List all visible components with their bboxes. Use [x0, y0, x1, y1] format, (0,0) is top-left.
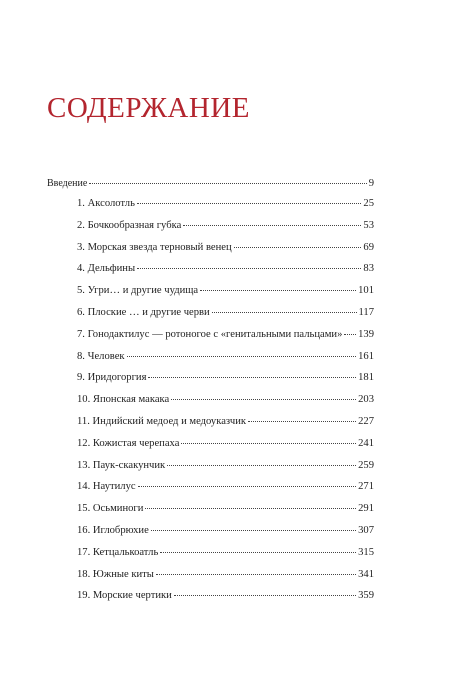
toc-entry-page: 359 [358, 590, 374, 602]
toc-entry-page: 161 [358, 350, 374, 362]
toc-entry-title: 11. Индийский медоед и медоуказчик [77, 415, 247, 427]
dot-leader [234, 246, 362, 248]
toc-entry [47, 502, 374, 524]
toc-entry-title: 5. Угри… и другие чудища [77, 285, 199, 297]
toc-entry-title: 6. Плоские … и другие черви [77, 306, 210, 318]
toc-entry-title: Введение [47, 178, 88, 189]
toc-entry-page: 307 [358, 524, 374, 536]
toc-entry [47, 241, 374, 263]
toc-entry-page: 9 [368, 178, 374, 189]
toc-entry-page: 291 [358, 503, 374, 515]
toc-entry-title: 12. Кожистая черепаха [77, 437, 180, 449]
toc-entry-title: 18. Южные киты [77, 568, 154, 580]
dot-leader [127, 355, 357, 357]
dot-leader [148, 376, 356, 378]
toc-entry [47, 328, 374, 350]
toc-entry-page: 315 [358, 546, 374, 558]
toc-entry-page: 101 [358, 285, 374, 297]
toc-entry-page: 25 [363, 198, 374, 209]
toc-entry-title: 1. Аксолотль [77, 198, 135, 209]
toc-entry-title: 19. Морские чертики [77, 590, 172, 602]
dot-leader [167, 464, 356, 466]
toc-entry [47, 546, 374, 568]
dot-leader [145, 507, 356, 509]
toc-entry [47, 437, 374, 459]
toc-entry-page: 341 [358, 568, 374, 580]
toc-entry-title: 7. Гонодактилус — ротоногое с «генитальными пальцами» [77, 328, 343, 340]
toc-entry-page: 53 [363, 219, 374, 231]
dot-leader [138, 485, 357, 487]
toc-entry-page: 259 [358, 459, 374, 471]
toc-entry [47, 371, 374, 393]
toc-entry [47, 568, 374, 590]
dot-leader [181, 442, 356, 444]
toc-entry [47, 415, 374, 437]
dot-leader [248, 420, 356, 422]
toc-entry [47, 219, 374, 241]
toc-entry [47, 197, 374, 219]
page-title: СОДЕРЖАНИЕ [47, 92, 250, 124]
toc-entry-title: 2. Бочкообразная губка [77, 219, 182, 231]
dot-leader [183, 224, 361, 226]
toc-entry-page: 69 [363, 241, 374, 253]
toc-entry-title: 9. Иридогоргия [77, 372, 147, 384]
toc-entry-page: 227 [358, 415, 374, 427]
toc-entry [47, 262, 374, 284]
toc-entry-title: 17. Кетцалькоатль [77, 546, 159, 558]
toc-entry-title: 8. Человек [77, 350, 125, 362]
toc-entry-page: 181 [358, 372, 374, 384]
toc-entry-page: 83 [363, 263, 374, 275]
toc-entry-title: 16. Иглобрюхие [77, 524, 149, 536]
toc-entry-title: 13. Паук-скакунчик [77, 459, 166, 471]
dot-leader [137, 267, 361, 269]
toc-entry [47, 480, 374, 502]
table-of-contents [47, 177, 374, 611]
dot-leader [160, 551, 356, 553]
toc-entry [47, 306, 374, 328]
toc-entry-title: 10. Японская макака [77, 394, 170, 406]
dot-leader [151, 529, 356, 531]
toc-entry-title: 3. Морская звезда терновый венец [77, 241, 232, 253]
toc-entry [47, 393, 374, 415]
toc-entry-title: 4. Дельфины [77, 263, 136, 275]
toc-entry-page: 203 [358, 394, 374, 406]
toc-entry [47, 350, 374, 372]
dot-leader [137, 202, 361, 204]
toc-entry-intro [47, 177, 374, 197]
dot-leader [89, 182, 366, 184]
toc-entry [47, 589, 374, 611]
dot-leader [171, 398, 356, 400]
toc-entry-page: 241 [358, 437, 374, 449]
toc-entry-title: 14. Наутилус [77, 481, 136, 493]
toc-entry-page: 271 [358, 481, 374, 493]
dot-leader [200, 289, 356, 291]
dot-leader [212, 311, 357, 313]
toc-entry-page: 117 [358, 306, 374, 318]
toc-entry-title: 15. Осьминоги [77, 503, 144, 515]
toc-entry-page: 139 [358, 328, 374, 340]
dot-leader [156, 573, 356, 575]
toc-entry [47, 284, 374, 306]
toc-entry [47, 459, 374, 481]
dot-leader [174, 594, 356, 596]
dot-leader [344, 333, 356, 335]
toc-entry [47, 524, 374, 546]
